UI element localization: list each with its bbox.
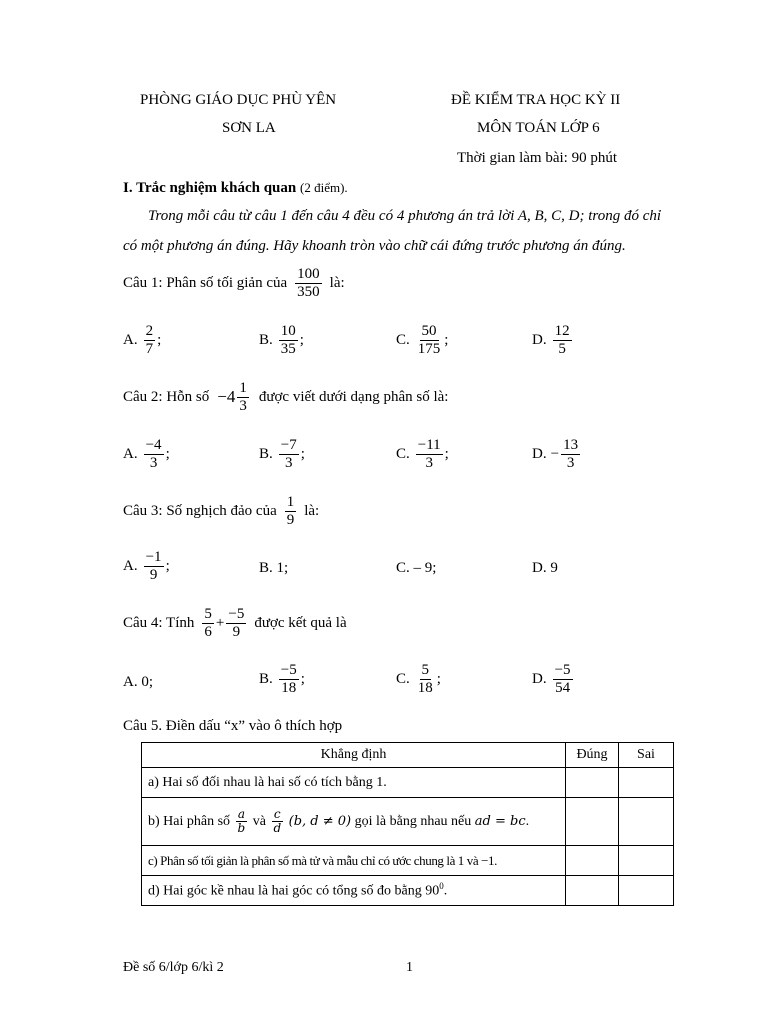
q4-f2-den: 9 (232, 623, 241, 640)
statement-c: c) Phân số tối giản là phân số mà tử và mẫu chỉ có ước chung là 1 và −1. (142, 846, 566, 876)
q1-option-a-fraction (144, 323, 156, 357)
q2-num: 1 (239, 380, 247, 396)
statement-b-prefix: b) Hai phân số (148, 813, 231, 829)
false-cell-b[interactable] (619, 798, 674, 846)
exam-title: ĐỀ KIỂM TRA HỌC KỲ II (451, 92, 621, 108)
instruction-line-2: có một phương án đúng. Hãy khoanh tròn vào chữ cái đứng trước phương án đúng. (123, 238, 626, 254)
question-1 (123, 266, 345, 300)
q2-option-b-den: 3 (285, 454, 293, 471)
q2-option-a-num: −4 (145, 437, 162, 453)
q3-option-a-fraction (144, 549, 164, 583)
section-points: (2 điểm). (300, 180, 348, 195)
q1-fraction (295, 266, 322, 300)
q1-option-d-num: 12 (554, 323, 570, 339)
q4-option-d-den: 54 (555, 679, 571, 696)
q1-option-a[interactable] (123, 323, 161, 357)
q4-f1-num: 5 (204, 606, 212, 622)
q3-option-d[interactable]: D. 9 (532, 560, 558, 576)
statement-d (142, 876, 566, 906)
q2-option-a-den: 3 (149, 454, 158, 471)
q4-fraction-2 (226, 606, 246, 640)
statement-b-condition: (b, d ≠ 0) (288, 813, 352, 829)
statement-b-end: . (525, 813, 530, 829)
q4-option-d[interactable] (532, 662, 575, 696)
q4-option-b-num: −5 (280, 662, 297, 678)
q2-option-b-fraction (279, 437, 299, 471)
statement-d-end: . (443, 883, 448, 899)
q2-den: 3 (239, 397, 247, 414)
table-row (142, 846, 674, 876)
instruction-line-1: Trong mỗi câu từ câu 1 đến câu 4 đều có 4 phương án trả lời A, B, C, D; trong đó chỉ (148, 208, 662, 224)
false-cell-a[interactable] (619, 768, 674, 798)
q1-prefix: Câu 1: Phân số tối giản của (123, 274, 288, 291)
q3-den: 9 (286, 511, 295, 528)
false-cell-d[interactable] (619, 876, 674, 906)
true-cell-a[interactable] (566, 768, 619, 798)
statement-b-fraction-2 (271, 808, 283, 835)
page-number: 1 (406, 960, 413, 975)
q3-option-c[interactable]: C. – 9; (396, 560, 437, 576)
q3-option-a-num: −1 (145, 549, 162, 565)
q1-option-c-den: 175 (417, 340, 441, 357)
q2-option-c-label: C. (396, 445, 410, 462)
statement-table (141, 742, 674, 906)
table-row (142, 798, 674, 846)
q2-suffix: được viết dưới dạng phân số là: (258, 388, 449, 405)
q1-option-c-num: 50 (421, 323, 437, 339)
header-false: Sai (619, 743, 674, 768)
q3-option-a-den: 9 (149, 566, 158, 583)
q4-option-c-label: C. (396, 670, 410, 687)
q4-option-c-num: 5 (421, 662, 430, 678)
q1-option-d-fraction (553, 323, 572, 357)
q1-option-c-label: C. (396, 331, 410, 348)
q4-option-b-tail: ; (300, 670, 305, 687)
q1-option-d-den: 5 (558, 340, 566, 357)
false-cell-c[interactable] (619, 846, 674, 876)
q4-option-c-den: 18 (417, 679, 433, 696)
q1-option-b-fraction (279, 323, 298, 357)
q2-option-d-den: 3 (566, 454, 575, 471)
q2-option-d[interactable] (532, 437, 582, 471)
q4-option-b-fraction (279, 662, 299, 696)
q1-option-b-den: 35 (280, 340, 296, 357)
q2-option-b-num: −7 (280, 437, 297, 453)
q4-operator: + (215, 614, 225, 631)
q2-option-c-tail: ; (444, 445, 449, 462)
q1-option-b[interactable] (259, 323, 304, 357)
question-3 (123, 494, 319, 528)
subject-title: MÔN TOÁN LỚP 6 (477, 120, 600, 136)
q3-num: 1 (286, 494, 295, 510)
section-title: I. Trắc nghiệm khách quan (123, 180, 297, 196)
question-4 (123, 606, 347, 640)
q1-option-b-tail: ; (299, 331, 304, 348)
q4-option-d-num: −5 (554, 662, 571, 678)
statement-b-f1-num: a (237, 806, 245, 821)
q2-option-d-sign: − (550, 445, 560, 462)
province-name: SƠN LA (222, 120, 276, 136)
q4-option-c-fraction (416, 662, 435, 696)
q1-num: 100 (297, 266, 320, 282)
q1-den: 350 (297, 283, 320, 300)
q3-fraction (285, 494, 297, 528)
statement-b-and: và (252, 813, 266, 829)
q4-option-b-den: 18 (281, 679, 297, 696)
q1-option-b-num: 10 (280, 323, 296, 339)
q4-option-d-label: D. (532, 670, 547, 687)
q2-option-c[interactable] (396, 437, 449, 471)
header-true: Đúng (566, 743, 619, 768)
q4-option-b[interactable] (259, 662, 305, 696)
q3-option-a[interactable] (123, 549, 170, 583)
q4-option-b-label: B. (259, 670, 273, 687)
q4-fraction-1 (202, 606, 214, 640)
q1-option-a-tail: ; (157, 331, 162, 348)
q2-option-c-den: 3 (425, 454, 433, 471)
q1-option-d[interactable] (532, 323, 574, 357)
q1-option-b-label: B. (259, 331, 273, 348)
duration: Thời gian làm bài: 90 phút (457, 150, 617, 166)
q2-option-b-tail: ; (300, 445, 305, 462)
true-cell-c[interactable] (566, 846, 619, 876)
q1-option-c[interactable] (396, 323, 448, 357)
q2-option-b-label: B. (259, 445, 273, 462)
statement-d-text: d) Hai góc kề nhau là hai góc có tổng số đo bằng 90 (148, 883, 440, 899)
table-row (142, 876, 674, 906)
q4-suffix: được kết quả là (254, 614, 347, 631)
q4-option-d-fraction (553, 662, 573, 696)
q4-prefix: Câu 4: Tính (123, 614, 195, 631)
q2-option-a-label: A. (123, 445, 138, 462)
statement-b-f2-num: c (273, 806, 281, 821)
q2-prefix: Câu 2: Hỗn số (123, 388, 210, 405)
q2-option-d-fraction (561, 437, 580, 471)
table-row (142, 768, 674, 798)
statement-b-f2-den: d (273, 821, 282, 835)
q1-option-a-den: 7 (145, 340, 154, 357)
q3-prefix: Câu 3: Số nghịch đảo của (123, 502, 277, 519)
q2-option-a-fraction (144, 437, 164, 471)
q2-option-d-num: 13 (563, 437, 579, 453)
statement-b-f1-den: b (237, 821, 246, 835)
section-heading (123, 180, 348, 197)
true-cell-d[interactable] (566, 876, 619, 906)
q1-option-a-label: A. (123, 331, 138, 348)
q4-option-c[interactable] (396, 662, 441, 696)
q1-option-a-num: 2 (145, 323, 154, 339)
q4-f2-num: −5 (228, 606, 245, 622)
statement-d-degree: 0 (439, 881, 444, 892)
q1-option-c-fraction (416, 323, 443, 357)
q2-whole: −4 (217, 387, 236, 406)
q3-option-a-label: A. (123, 557, 138, 574)
q4-option-c-tail: ; (436, 670, 441, 687)
true-cell-b[interactable] (566, 798, 619, 846)
statement-b-fraction-1 (236, 808, 248, 835)
q2-option-a-tail: ; (165, 445, 170, 462)
q3-option-b[interactable]: B. 1; (259, 560, 289, 576)
q2-fraction (237, 380, 249, 414)
header-statement: Khẳng định (142, 743, 566, 768)
q2-option-d-label: D. (532, 445, 547, 462)
q1-option-d-label: D. (532, 331, 547, 348)
q2-option-c-num: −11 (417, 437, 441, 453)
statement-a: a) Hai số đối nhau là hai số có tích bằng 1. (142, 768, 566, 798)
table-header-row (142, 743, 674, 768)
q4-f1-den: 6 (204, 623, 212, 640)
question-5: Câu 5. Điền dấu “x” vào ô thích hợp (123, 718, 343, 734)
q2-option-c-fraction (416, 437, 443, 471)
q1-suffix: là: (329, 274, 345, 291)
footer-exam-code: Đề số 6/lớp 6/kì 2 (123, 960, 224, 975)
statement-b-mid: gọi là bằng nhau nếu (354, 813, 472, 829)
statement-b-equation: ad = bc (474, 813, 526, 829)
q3-suffix: là: (304, 502, 320, 519)
q3-option-a-tail: ; (165, 557, 170, 574)
q4-option-a[interactable]: A. 0; (123, 674, 153, 690)
question-2 (123, 380, 448, 414)
statement-b (142, 798, 566, 846)
school-name: PHÒNG GIÁO DỤC PHÙ YÊN (140, 92, 337, 108)
q2-option-a[interactable] (123, 437, 170, 471)
q1-option-c-tail: ; (444, 331, 449, 348)
q2-option-b[interactable] (259, 437, 305, 471)
